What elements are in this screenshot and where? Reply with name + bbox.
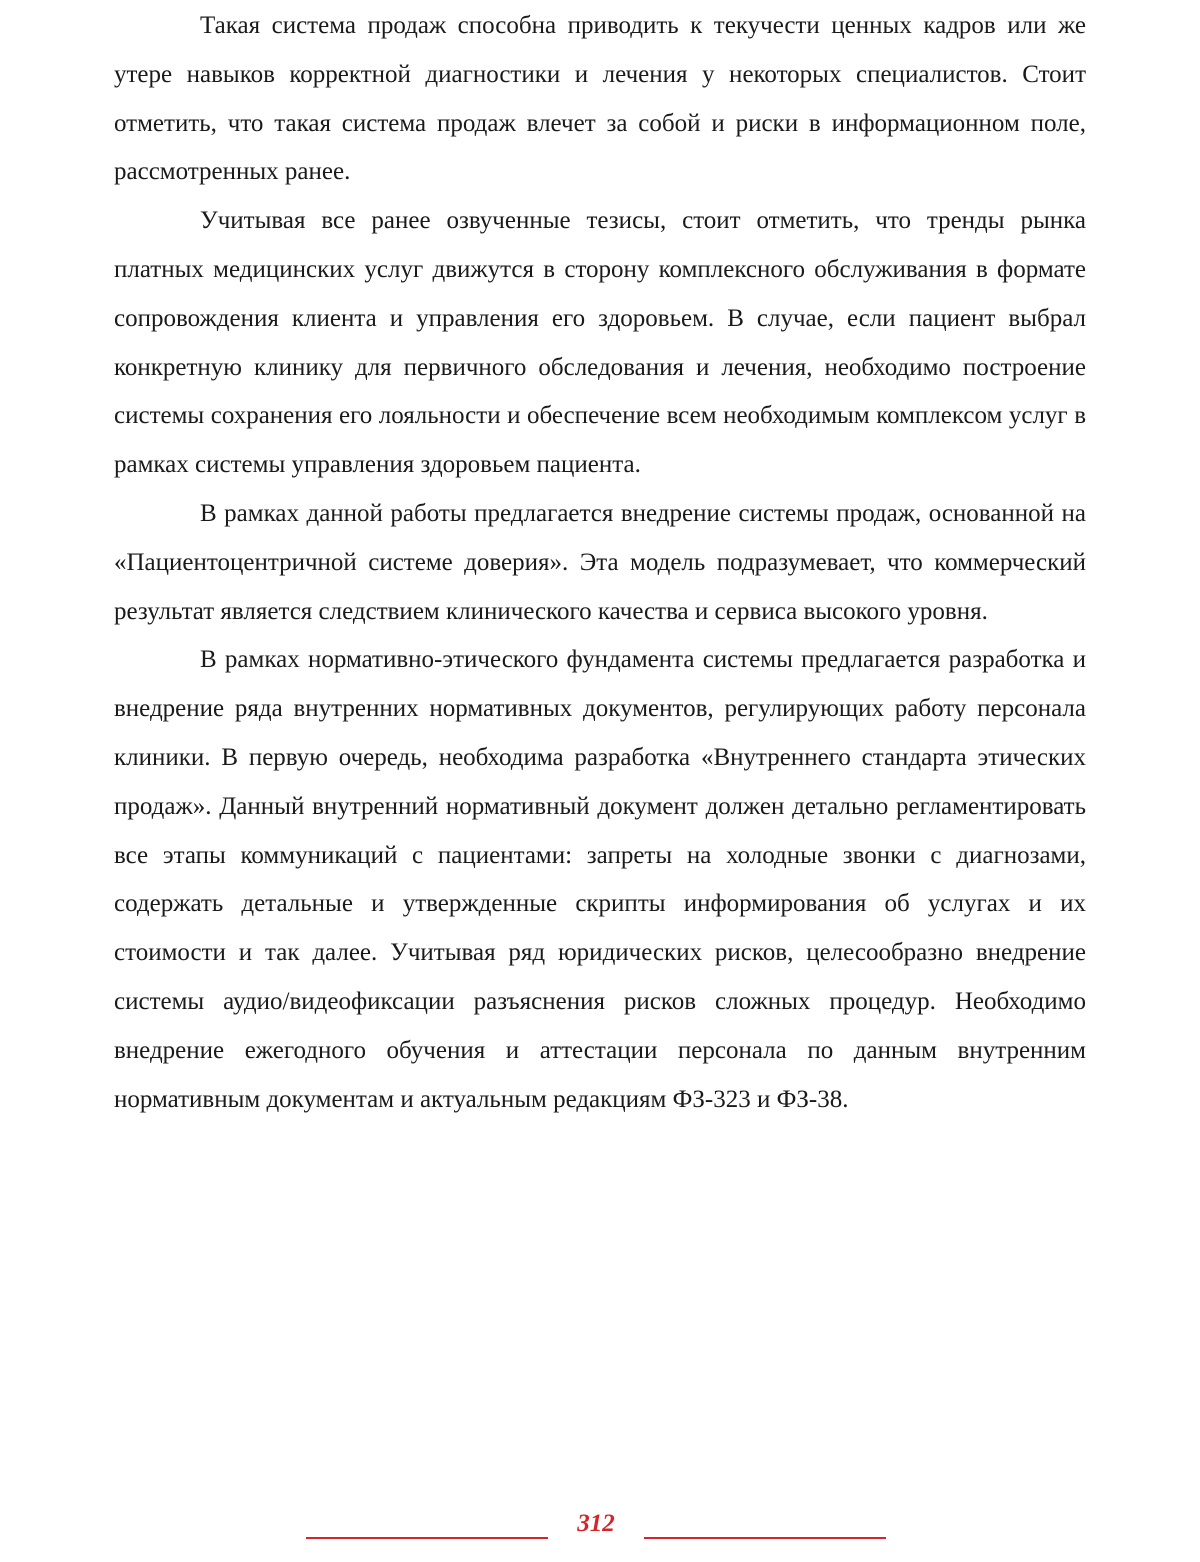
paragraph-4: В рамках нормативно-этического фундамента системы предлагается разработка и внедрение ряда внутренних нормативных документов, регулирующих работу персонала клиники. В первую очередь, необходима разработка «Внутреннего стандарта этических продаж». Данный внутренний нормативный документ должен детально регламентировать все этапы коммуникаций с пациентами: запреты на холодные звонки с диагнозами, содержать детальные и утвержденные скрипты информирования об услугах и их стоимости и так далее. Учитывая ряд юридических рисков, целесообразно внедрение системы аудио/видеофиксации разъяснения рисков сложных процедур. Необходимо внедрение ежегодного обучения и аттестации персонала по данным внутренним нормативным документам и актуальным редакциям ФЗ-323 и ФЗ-38. <box>114 646 1086 1113</box>
paragraph-3: В рамках данной работы предлагается внедрение системы продаж, основанной на «Пациентоцентричной системе доверия». Эта модель подразумевает, что коммерческий результат является следствием клинического качества и сервиса высокого уровня. <box>114 499 1086 625</box>
paragraph-2: Учитывая все ранее озвученные тезисы, стоит отметить, что тренды рынка платных медицинских услуг движутся в сторону комплексного обслуживания в формате сопровождения клиента и управления его здоровьем. В случае, если пациент выбрал конкретную клинику для первичного обследования и лечения, необходимо построение системы сохранения его лояльности и обеспечение всем необходимым комплексом услуг в рамках системы управления здоровьем пациента. <box>114 207 1086 479</box>
page-footer <box>0 1508 1200 1548</box>
document-page <box>114 0 1086 1562</box>
paragraph-1: Такая система продаж способна приводить к текучести ценных кадров или же утере навыков корректной диагностики и лечения у некоторых специалистов. Стоит отметить, что такая система продаж влечет за собой и риски в информационном поле, рассмотренных ранее. <box>114 12 1086 186</box>
page-number: 312 <box>577 1510 615 1537</box>
footer-rule-left <box>306 1537 548 1539</box>
body-text <box>114 2 1086 1124</box>
footer-rule-right <box>644 1537 886 1539</box>
